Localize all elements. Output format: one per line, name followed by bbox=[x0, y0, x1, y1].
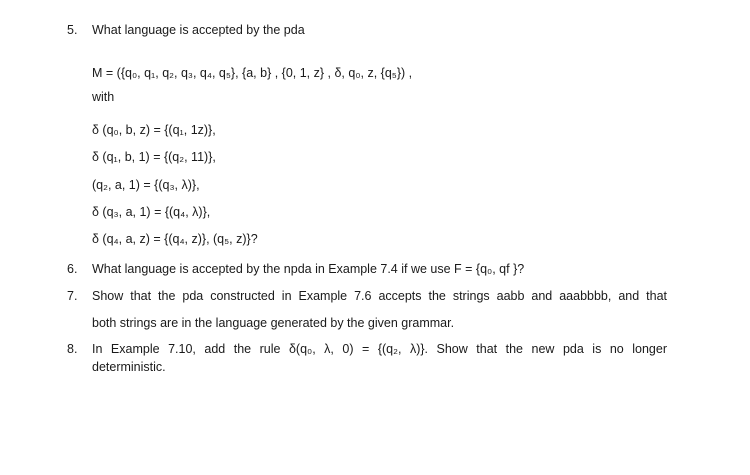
question-8-line-2: deterministic. bbox=[92, 360, 166, 374]
transition-1: δ (q₀, b, z) = {(q₁, 1z)}, bbox=[92, 123, 216, 137]
question-7-line-2: both strings are in the language generated by the given grammar. bbox=[92, 316, 455, 330]
pda-definition: M = ({q₀, q₁, q₂, q₃, q₄, q₅}, {a, b} , {0, 1, z} , δ, q₀, z, {q₅}) , bbox=[92, 66, 413, 80]
question-8-line-1: In Example 7.10, add the rule δ(q₀, λ, 0) = {(q₂, λ)}. Show that the new pda is no longer bbox=[92, 342, 667, 356]
question-7-line-1: Show that the pda constructed in Example 7.6 accepts the strings aabb and aaabbbb, and that bbox=[92, 289, 667, 303]
question-5-number: 5. bbox=[67, 23, 78, 37]
with-label: with bbox=[92, 90, 115, 104]
question-5-prompt: What language is accepted by the pda bbox=[92, 23, 305, 37]
question-6-number: 6. bbox=[67, 262, 78, 276]
transition-5: δ (q₄, a, z) = {(q₄, z)}, (q₅, z)}? bbox=[92, 232, 258, 246]
question-8-number: 8. bbox=[67, 342, 78, 356]
question-6-text: What language is accepted by the npda in Example 7.4 if we use F = {q₀, qf }? bbox=[92, 262, 525, 276]
question-7-number: 7. bbox=[67, 289, 78, 303]
transition-3: (q₂, a, 1) = {(q₃, λ)}, bbox=[92, 178, 200, 192]
transition-2: δ (q₁, b, 1) = {(q₂, 11)}, bbox=[92, 150, 216, 164]
transition-4: δ (q₃, a, 1) = {(q₄, λ)}, bbox=[92, 205, 211, 219]
